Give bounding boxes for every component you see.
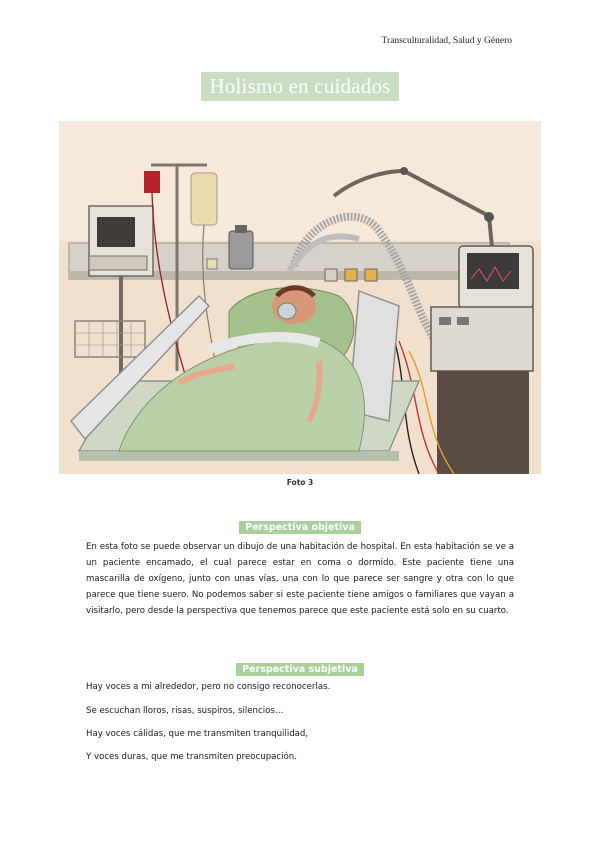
title-wrapper — [0, 72, 600, 101]
objective-heading-wrapper — [0, 515, 600, 534]
objective-paragraph: En esta foto se puede observar un dibujo de una habitación de hospital. En esta habitación se ve a un paciente encamado, el cual parece estar en coma o dormido. Este paciente tiene una mascarilla de oxígeno, junto con unas vías, una con lo que parece ser sangre y otra con lo que parece que tiene suero. No podemos saber si este paciente tiene amigos o familiares que vayan a visitarlo, pero desde la perspectiva que tenemos parece que este paciente está solo en su cuarto. — [86, 542, 514, 616]
running-header: Transculturalidad, Salud y Género — [381, 36, 512, 46]
objective-heading: Perspectiva objetiva — [239, 521, 361, 534]
page-title: Holismo en cuidados — [201, 72, 398, 101]
subjective-heading-wrapper — [0, 657, 600, 676]
illustration-drawing — [59, 121, 541, 474]
figure-caption: Foto 3 — [286, 478, 314, 487]
subjective-line: Y voces duras, que me transmiten preocupación. — [86, 752, 297, 762]
hospital-room-illustration — [59, 121, 541, 474]
subjective-line: Hay voces a mi alrededor, pero no consigo reconocerlas. — [86, 682, 331, 692]
subjective-heading: Perspectiva subjetiva — [236, 663, 364, 676]
subjective-line: Hay voces cálidas, que me transmiten tranquilidad, — [86, 729, 309, 739]
subjective-line: Se escuchan lloros, risas, suspiros, silencios… — [86, 706, 284, 716]
